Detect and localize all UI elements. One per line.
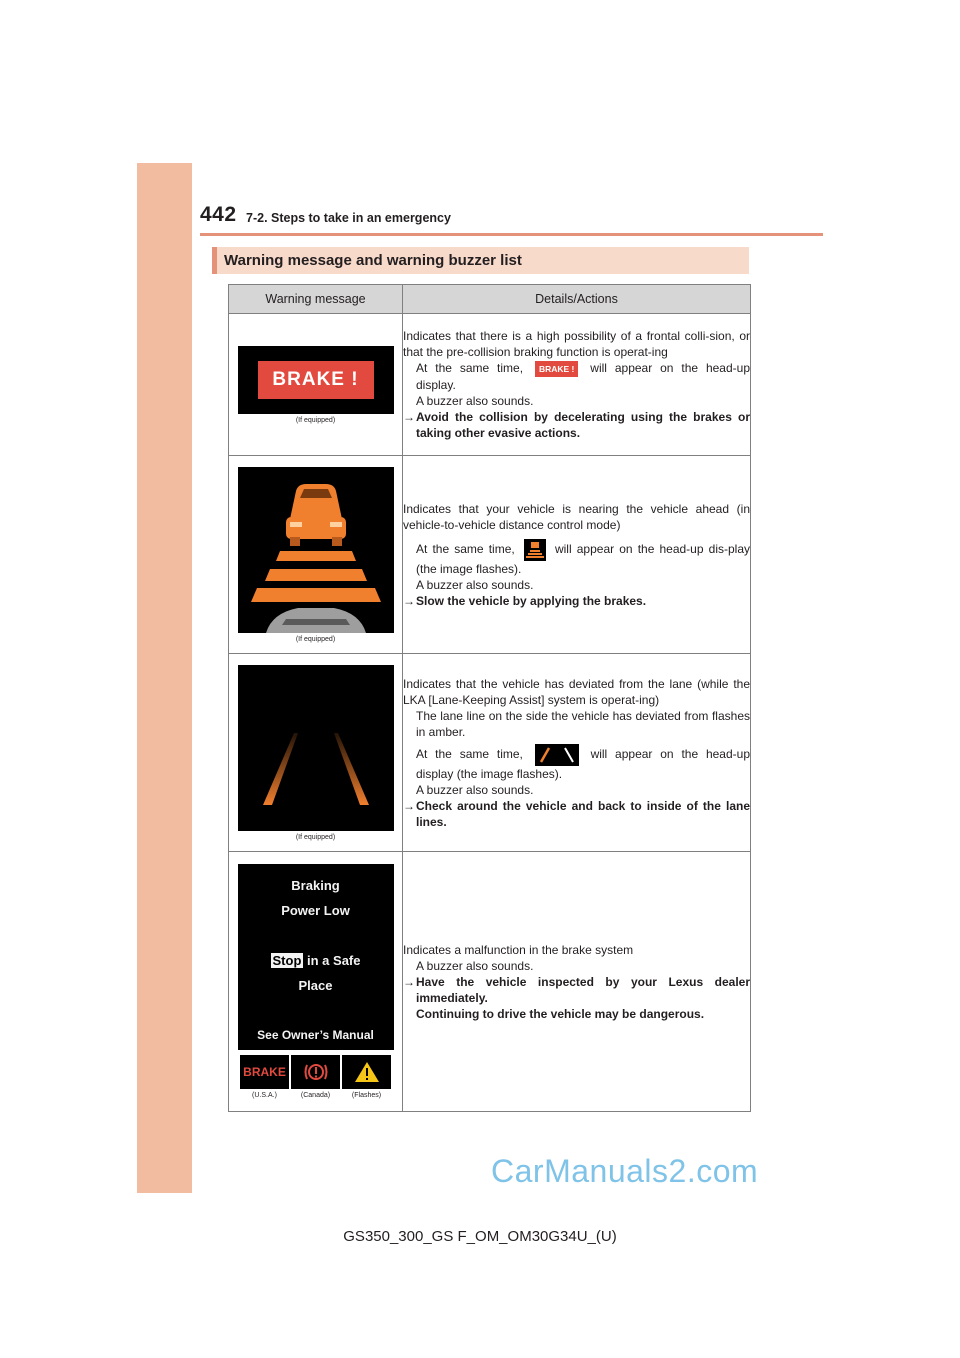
action-text: [403, 974, 750, 1006]
warning-image-cell: [229, 314, 403, 456]
hud-brake-icon: BRAKE !: [535, 361, 578, 377]
details-cell: [403, 654, 751, 852]
hud-notice: [403, 744, 750, 782]
hud-notice-tail: will appear on the head-up dis-play (the image flashes).: [416, 541, 750, 576]
image-caption: (If equipped): [295, 635, 336, 643]
action-label: Check around the vehicle and back to inside of the lane lines.: [416, 798, 750, 829]
screen-line-braking: Braking: [291, 878, 340, 893]
hud-notice-lead: At the same time,: [416, 746, 523, 761]
banner-title: Warning message and warning buzzer list: [224, 252, 522, 269]
warning-lamp-row: [229, 1055, 402, 1089]
description-text: Indicates that there is a high possibility of a frontal colli-sion, or that the pre-collision braking function is operat-ing: [403, 329, 750, 360]
braking-power-low-display: [238, 864, 394, 1050]
description-text: Indicates that your vehicle is nearing the vehicle ahead (in vehicle-to-vehicle distance control mode): [403, 501, 750, 532]
section-title: 7-2. Steps to take in an emergency: [246, 211, 451, 225]
display-background: [238, 665, 394, 831]
arrow-icon: →: [403, 593, 415, 608]
hud-notice: [403, 539, 750, 577]
column-header-details: Details/Actions: [403, 285, 751, 314]
page-number: 442: [200, 203, 237, 226]
lamp-label-flashes: (Flashes): [351, 1092, 382, 1099]
hud-notice-lead: At the same time,: [416, 361, 524, 376]
buzzer-text: A buzzer also sounds.: [416, 577, 534, 592]
arrow-icon: →: [403, 409, 415, 424]
action-text: [403, 798, 750, 830]
hud-notice-tail: will appear on the head-up display.: [416, 361, 750, 392]
warning-table: [228, 284, 751, 1112]
footer-doc-code: GS350_300_GS F_OM_OM30G34U_(U): [343, 1228, 617, 1245]
section-banner: [212, 247, 749, 274]
description-text: Indicates that the vehicle has deviated from the lane (while the LKA [Lane-Keeping Assist] system is operat-ing): [403, 676, 750, 707]
details-cell: [403, 314, 751, 456]
lamp-label-canada: (Canada): [300, 1092, 331, 1099]
warning-image-cell: [229, 456, 403, 654]
arrow-icon: →: [403, 974, 415, 989]
vehicle-approach-display: [238, 467, 394, 633]
screen-line-safe: in a Safe: [307, 953, 361, 968]
action-text: [403, 409, 750, 441]
hud-vehicle-ahead-icon: [524, 539, 546, 561]
sub-description-text: The lane line on the side the vehicle has deviated from flashes in amber.: [416, 708, 750, 739]
table-header-row: [229, 285, 751, 314]
image-caption: (If equipped): [295, 833, 336, 841]
details-cell: [403, 456, 751, 654]
description-text: Indicates a malfunction in the brake system: [403, 942, 634, 957]
warning-image-cell: [229, 654, 403, 852]
screen-line-manual: See Owner’s Manual: [257, 1028, 374, 1042]
table-row: [229, 654, 751, 852]
action-followup-text: Continuing to drive the vehicle may be dangerous.: [416, 1006, 705, 1021]
details-cell: [403, 852, 751, 1112]
hud-notice-tail: will appear on the head-up display (the image flashes).: [416, 746, 750, 781]
table-row: [229, 852, 751, 1112]
stop-word: Stop: [272, 953, 302, 968]
side-tab-strip: [137, 163, 192, 1193]
banner-accent-bar: [212, 247, 217, 274]
hud-lane-lines-icon: [535, 744, 579, 766]
action-text: [403, 593, 750, 609]
lane-departure-display: [238, 665, 394, 831]
table-row: [229, 456, 751, 654]
action-label: Slow the vehicle by applying the brakes.: [416, 593, 647, 608]
action-label: Avoid the collision by decelerating using the brakes or taking other evasive actions.: [416, 409, 750, 440]
hud-notice: [403, 360, 750, 393]
brake-warning-display: [238, 346, 394, 414]
column-header-warning: Warning message: [229, 285, 403, 314]
hud-notice-lead: At the same time,: [416, 541, 515, 556]
warning-image-cell: [229, 852, 403, 1112]
buzzer-text: A buzzer also sounds.: [416, 958, 534, 973]
arrow-icon: →: [403, 798, 415, 813]
lamp-labels: [229, 1092, 402, 1099]
screen-line-stop: [238, 953, 394, 968]
lamp-label-usa: (U.S.A.): [252, 1092, 277, 1099]
master-warning-icon: [342, 1055, 391, 1089]
buzzer-text: A buzzer also sounds.: [416, 393, 534, 408]
watermark-logo: CarManuals2.com: [491, 1153, 759, 1189]
brake-lamp-usa: BRAKE: [240, 1055, 289, 1089]
table-row: [229, 314, 751, 456]
buzzer-text: A buzzer also sounds.: [416, 782, 534, 797]
action-label: Have the vehicle inspected by your Lexus dealer immediately.: [416, 974, 750, 1005]
image-caption: (If equipped): [295, 416, 336, 424]
header-rule: [200, 233, 823, 236]
screen-line-place: Place: [298, 978, 333, 993]
brake-lamp-canada-icon: [291, 1055, 340, 1089]
brake-warning-box: BRAKE !: [258, 361, 374, 399]
screen-line-power-low: Power Low: [281, 903, 350, 918]
